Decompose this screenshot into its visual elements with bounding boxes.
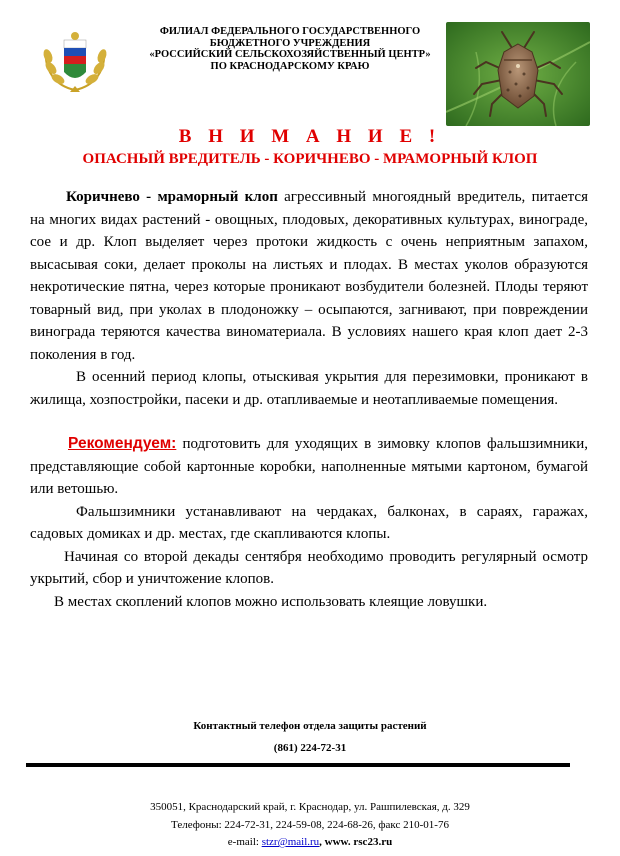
pest-name: Коричнево - мраморный клоп <box>66 189 278 205</box>
paragraph-inspection: Начиная со второй декады сентября необходимо проводить регулярный осмотр укрытий, сбор и уничтожение клопов. <box>30 548 588 587</box>
paragraph-description <box>30 186 588 366</box>
website: , www. rsc23.ru <box>319 836 393 848</box>
paragraph-traps: В местах скоплений клопов можно использовать клеящие ловушки. <box>54 593 488 610</box>
warning-subtitle: ОПАСНЫЙ ВРЕДИТЕЛЬ - КОРИЧНЕВО - МРАМОРНЫЙ КЛОП <box>82 151 538 167</box>
stink-bug-photo <box>446 22 590 126</box>
footer-address: 350051, Краснодарский край, г. Краснодар, ул. Рашпилевская, д. 329 <box>150 801 470 813</box>
org-line: ПО КРАСНОДАРСКОМУ КРАЮ <box>210 60 370 72</box>
org-line: ФИЛИАЛ ФЕДЕРАЛЬНОГО ГОСУДАРСТВЕННОГО <box>159 26 421 37</box>
paragraph-recommend <box>30 433 588 501</box>
organization-name <box>140 26 440 72</box>
contact-label: Контактный телефон отдела защиты растений <box>193 720 427 732</box>
org-line: БЮДЖЕТНОГО УЧРЕЖДЕНИЯ <box>209 37 371 49</box>
contact-phone: (861) 224-72-31 <box>273 742 347 754</box>
email-prefix: e-mail: <box>227 836 262 848</box>
paragraph-text: подготовить для уходящих в зимовку клопов фальшзимники, представляющие собой картонные коробки, наполненные мятыми картоном, бумагой или ветошью. <box>30 436 588 497</box>
article-body <box>30 186 588 613</box>
paragraph-autumn: В осенний период клопы, отыскивая укрытия для перезимовки, проникают в жилища, хозпостройки, пасеки и др. отапливаемые и неотапливаемые помещения. <box>30 369 588 408</box>
org-line: «РОССИЙСКИЙ СЕЛЬСКОХОЗЯЙСТВЕННЫЙ ЦЕНТР» <box>149 49 431 60</box>
paragraph-install: Фальшзимники устанавливают на чердаках, балконах, в сараях, гаражах, садовых домиках и др. местах, где скапливаются клопы. <box>30 503 588 542</box>
recommend-label: Рекомендуем: <box>68 435 177 452</box>
footer-phones: Телефоны: 224-72-31, 224-59-08, 224-68-26, факс 210-01-76 <box>171 819 449 831</box>
email-link[interactable]: stzr@mail.ru <box>261 836 320 848</box>
divider <box>26 763 570 767</box>
footer-contacts <box>0 836 620 848</box>
emblem-icon <box>30 26 120 96</box>
paragraph-text: агрессивный многоядный вредитель, питается на многих видах растений - овощных, плодовых, декоративных культурах, винограде, сое и др. Клоп выделяет через протоки жидкость с очень неприятным запахом, высасывая соки, делает проколы на листьях и плодах. В местах уколов образуются некротические пятна, через которые проникают возбудители болезней. Плоды теряют товарный вид, при уколах в плодоножку – осыпаются, загнивают, при повреждении винограда теряются качества виноматериала. В условиях нашего края клоп дает 2-3 поколения в год. <box>30 189 588 363</box>
warning-title: В Н И М А Н И Е ! <box>178 126 442 147</box>
